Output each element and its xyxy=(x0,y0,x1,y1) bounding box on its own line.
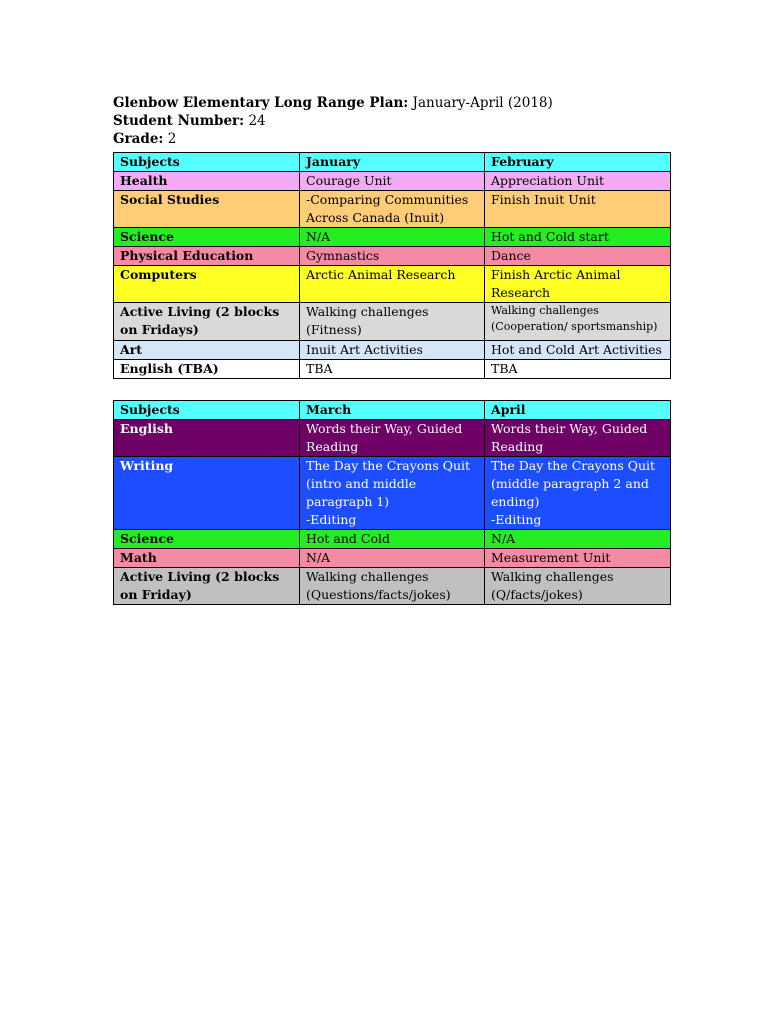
plan-cell: -Comparing Communities Across Canada (Inuit) xyxy=(300,191,485,228)
table-row xyxy=(114,420,671,457)
table-row xyxy=(114,228,671,247)
subject-cell: Health xyxy=(114,172,300,191)
document-header xyxy=(113,94,553,148)
subject-cell: English (TBA) xyxy=(114,360,300,379)
plan-cell: Words their Way, Guided Reading xyxy=(300,420,485,457)
table-row xyxy=(114,266,671,303)
table-row xyxy=(114,191,671,228)
table-header-row xyxy=(114,153,671,172)
plan-cell: Courage Unit xyxy=(300,172,485,191)
plan-cell: Hot and Cold Art Activities xyxy=(485,341,671,360)
student-number-value: 24 xyxy=(244,113,266,129)
grade-value: 2 xyxy=(163,131,177,147)
plan-cell: N/A xyxy=(300,549,485,568)
plan-cell: N/A xyxy=(300,228,485,247)
plan-cell: Dance xyxy=(485,247,671,266)
plan-cell: Words their Way, Guided Reading xyxy=(485,420,671,457)
plan-cell: Walking challenges (Fitness) xyxy=(300,303,485,341)
subject-cell: Active Living (2 blocks on Friday) xyxy=(114,568,300,605)
column-header: April xyxy=(485,401,671,420)
table-row xyxy=(114,549,671,568)
student-number-line xyxy=(113,112,553,130)
grade-line xyxy=(113,130,553,148)
table-row xyxy=(114,530,671,549)
plan-cell: Arctic Animal Research xyxy=(300,266,485,303)
plan-cell: Hot and Cold xyxy=(300,530,485,549)
grade-label: Grade: xyxy=(113,131,164,147)
table-row xyxy=(114,172,671,191)
student-number-label: Student Number: xyxy=(113,113,245,129)
plan-cell: Appreciation Unit xyxy=(485,172,671,191)
table-header-row xyxy=(114,401,671,420)
subject-cell: Science xyxy=(114,530,300,549)
table-row xyxy=(114,568,671,605)
subject-cell: Social Studies xyxy=(114,191,300,228)
plan-cell: Inuit Art Activities xyxy=(300,341,485,360)
title-line xyxy=(113,94,553,112)
plan-cell: TBA xyxy=(485,360,671,379)
subject-cell: Computers xyxy=(114,266,300,303)
column-header: February xyxy=(485,153,671,172)
plan-cell: Walking challenges (Questions/facts/jokes) xyxy=(300,568,485,605)
plan-cell: Hot and Cold start xyxy=(485,228,671,247)
subject-cell: Physical Education xyxy=(114,247,300,266)
title-label: Glenbow Elementary Long Range Plan: xyxy=(113,95,409,111)
column-header: January xyxy=(300,153,485,172)
plan-cell: The Day the Crayons Quit (middle paragraph 2 and ending) -Editing xyxy=(485,457,671,530)
subject-cell: Art xyxy=(114,341,300,360)
plan-cell: TBA xyxy=(300,360,485,379)
column-header: Subjects xyxy=(114,401,300,420)
subject-cell: Math xyxy=(114,549,300,568)
plan-cell: The Day the Crayons Quit (intro and middle paragraph 1) -Editing xyxy=(300,457,485,530)
plan-cell: Measurement Unit xyxy=(485,549,671,568)
plan-table-mar-apr xyxy=(113,400,671,605)
plan-cell: Gymnastics xyxy=(300,247,485,266)
plan-cell: Walking challenges (Q/facts/jokes) xyxy=(485,568,671,605)
plan-cell: Finish Inuit Unit xyxy=(485,191,671,228)
table-row xyxy=(114,360,671,379)
plan-cell: Finish Arctic Animal Research xyxy=(485,266,671,303)
plan-table-jan-feb xyxy=(113,152,671,379)
column-header: March xyxy=(300,401,485,420)
table-row xyxy=(114,341,671,360)
plan-cell: N/A xyxy=(485,530,671,549)
column-header: Subjects xyxy=(114,153,300,172)
subject-cell: Active Living (2 blocks on Fridays) xyxy=(114,303,300,341)
table-row xyxy=(114,303,671,341)
table-row xyxy=(114,247,671,266)
plan-cell: Walking challenges (Cooperation/ sportsmanship) xyxy=(485,303,671,341)
subject-cell: English xyxy=(114,420,300,457)
title-value: January-April (2018) xyxy=(408,95,553,111)
subject-cell: Writing xyxy=(114,457,300,530)
subject-cell: Science xyxy=(114,228,300,247)
table-row xyxy=(114,457,671,530)
